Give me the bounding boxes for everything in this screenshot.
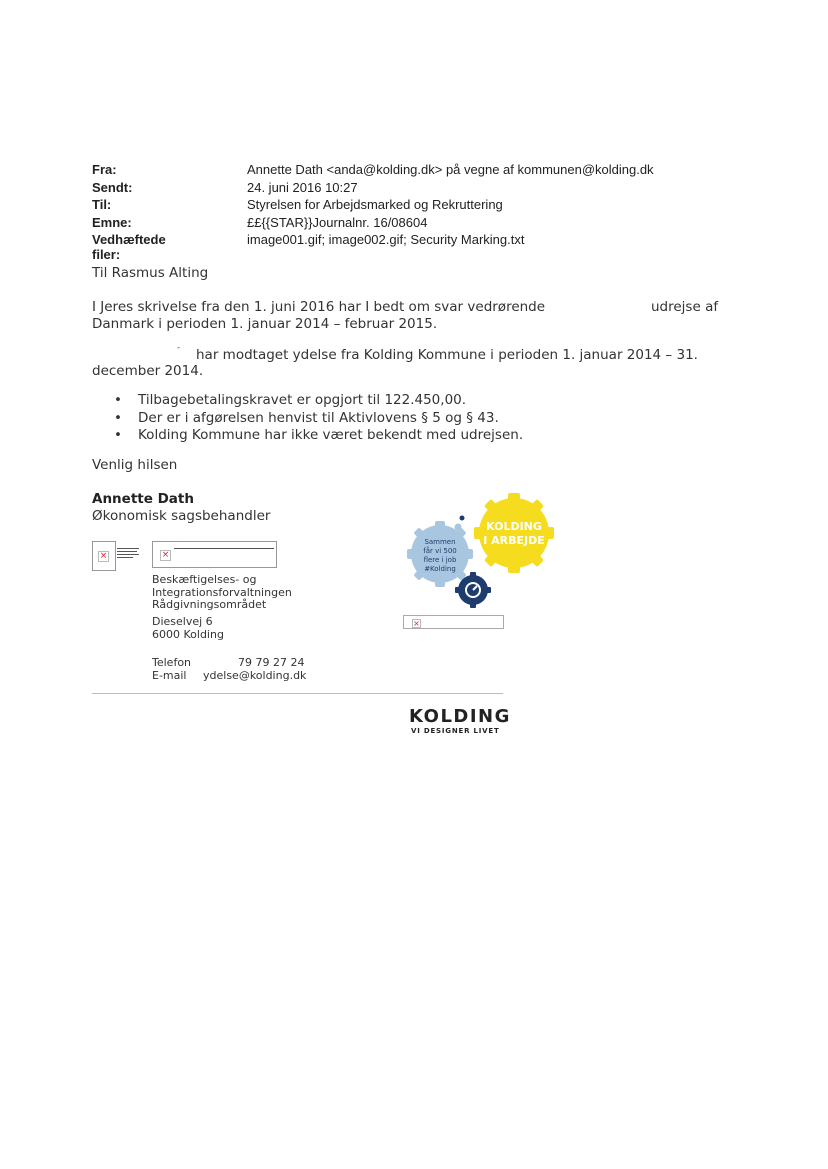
gear-icon xyxy=(474,493,554,573)
list-item: • Kolding Kommune har ikke været bekendt med udrejsen. xyxy=(114,427,524,443)
phone-label: Telefon xyxy=(152,656,192,669)
to-value: Styrelsen for Arbejdsmarked og Rekruttering xyxy=(247,197,503,212)
bullet-icon: • xyxy=(114,409,122,426)
badge-big-line1: KOLDING xyxy=(486,520,542,533)
scribble-line xyxy=(117,548,139,549)
para1-line2: Danmark i perioden 1. januar 2014 – februar 2015. xyxy=(92,316,438,332)
subject-label: Emne: xyxy=(92,214,132,230)
redaction-mark: - xyxy=(177,343,181,353)
missing-image-icon: × xyxy=(161,550,170,560)
scribble-line xyxy=(174,548,274,549)
broken-image-icon xyxy=(92,541,116,571)
org-line3: Rådgivningsområdet xyxy=(152,598,267,611)
closing: Venlig hilsen xyxy=(92,457,178,473)
scribble-line xyxy=(117,557,133,558)
missing-image-icon: × xyxy=(99,551,108,561)
from-value: Annette Dath <anda@kolding.dk> på vegne af kommunen@kolding.dk xyxy=(247,162,654,177)
bullet-icon: • xyxy=(114,392,122,408)
sent-label: Sendt: xyxy=(92,179,133,195)
org-line1: Beskæftigelses- og xyxy=(152,573,257,586)
badge-small-line4: #Kolding xyxy=(424,565,456,573)
badge-small-line3: flere i job xyxy=(423,556,457,564)
subject-value: ££{{STAR}}Journalnr. 16/08604 xyxy=(247,214,428,230)
signature-title: Økonomisk sagsbehandler xyxy=(92,508,271,524)
para2-line2: december 2014. xyxy=(92,363,204,379)
attachments-label: Vedhæftede filer: xyxy=(92,232,166,262)
bullet-icon: • xyxy=(114,427,122,443)
to-label: Til: xyxy=(92,197,112,212)
signature-divider xyxy=(92,693,503,694)
attachments-value: image001.gif; image002.gif; Security Marking.txt xyxy=(247,232,525,247)
kolding-logo: KOLDING xyxy=(409,706,511,727)
broken-image-icon xyxy=(403,615,504,629)
greeting: Til Rasmus Alting xyxy=(92,265,209,281)
list-item: • Der er i afgørelsen henvist til Aktivlovens § 5 og § 43. xyxy=(114,409,499,426)
badge-big-line2: I ARBEJDE xyxy=(483,534,545,547)
org-line2: Integrationsforvaltningen xyxy=(152,586,292,599)
bullet-list xyxy=(92,392,523,445)
para2-line1: har modtaget ydelse fra Kolding Kommune i perioden 1. januar 2014 – 31. xyxy=(196,347,698,363)
dot-icon xyxy=(455,524,462,531)
from-label: Fra: xyxy=(92,162,117,177)
list-item: • Tilbagebetalingskravet er opgjort til 122.450,00. xyxy=(114,392,467,408)
broken-image-icon xyxy=(152,541,277,568)
badge-small-line2: får vi 500 xyxy=(423,547,457,555)
para1-part1: I Jeres skrivelse fra den 1. juni 2016 har I bedt om svar vedrørende xyxy=(92,299,546,315)
phone-value: 79 79 27 24 xyxy=(238,656,305,669)
sent-value: 24. juni 2016 10:27 xyxy=(247,179,358,195)
city: 6000 Kolding xyxy=(152,628,224,641)
scribble-line xyxy=(117,554,139,555)
scribble-line xyxy=(117,551,137,552)
signature-name: Annette Dath xyxy=(92,491,194,507)
street: Dieselvej 6 xyxy=(152,615,213,628)
kolding-i-arbejde-badge xyxy=(400,490,560,615)
missing-image-icon: × xyxy=(413,619,420,628)
dot-icon xyxy=(460,516,465,521)
badge-small-line1: Sammen xyxy=(424,538,456,546)
para1-part2: udrejse af xyxy=(651,299,719,315)
kolding-tagline: VI DESIGNER LIVET xyxy=(411,727,500,735)
email-label: E-mail xyxy=(152,669,187,682)
email-value: ydelse@kolding.dk xyxy=(203,669,307,682)
